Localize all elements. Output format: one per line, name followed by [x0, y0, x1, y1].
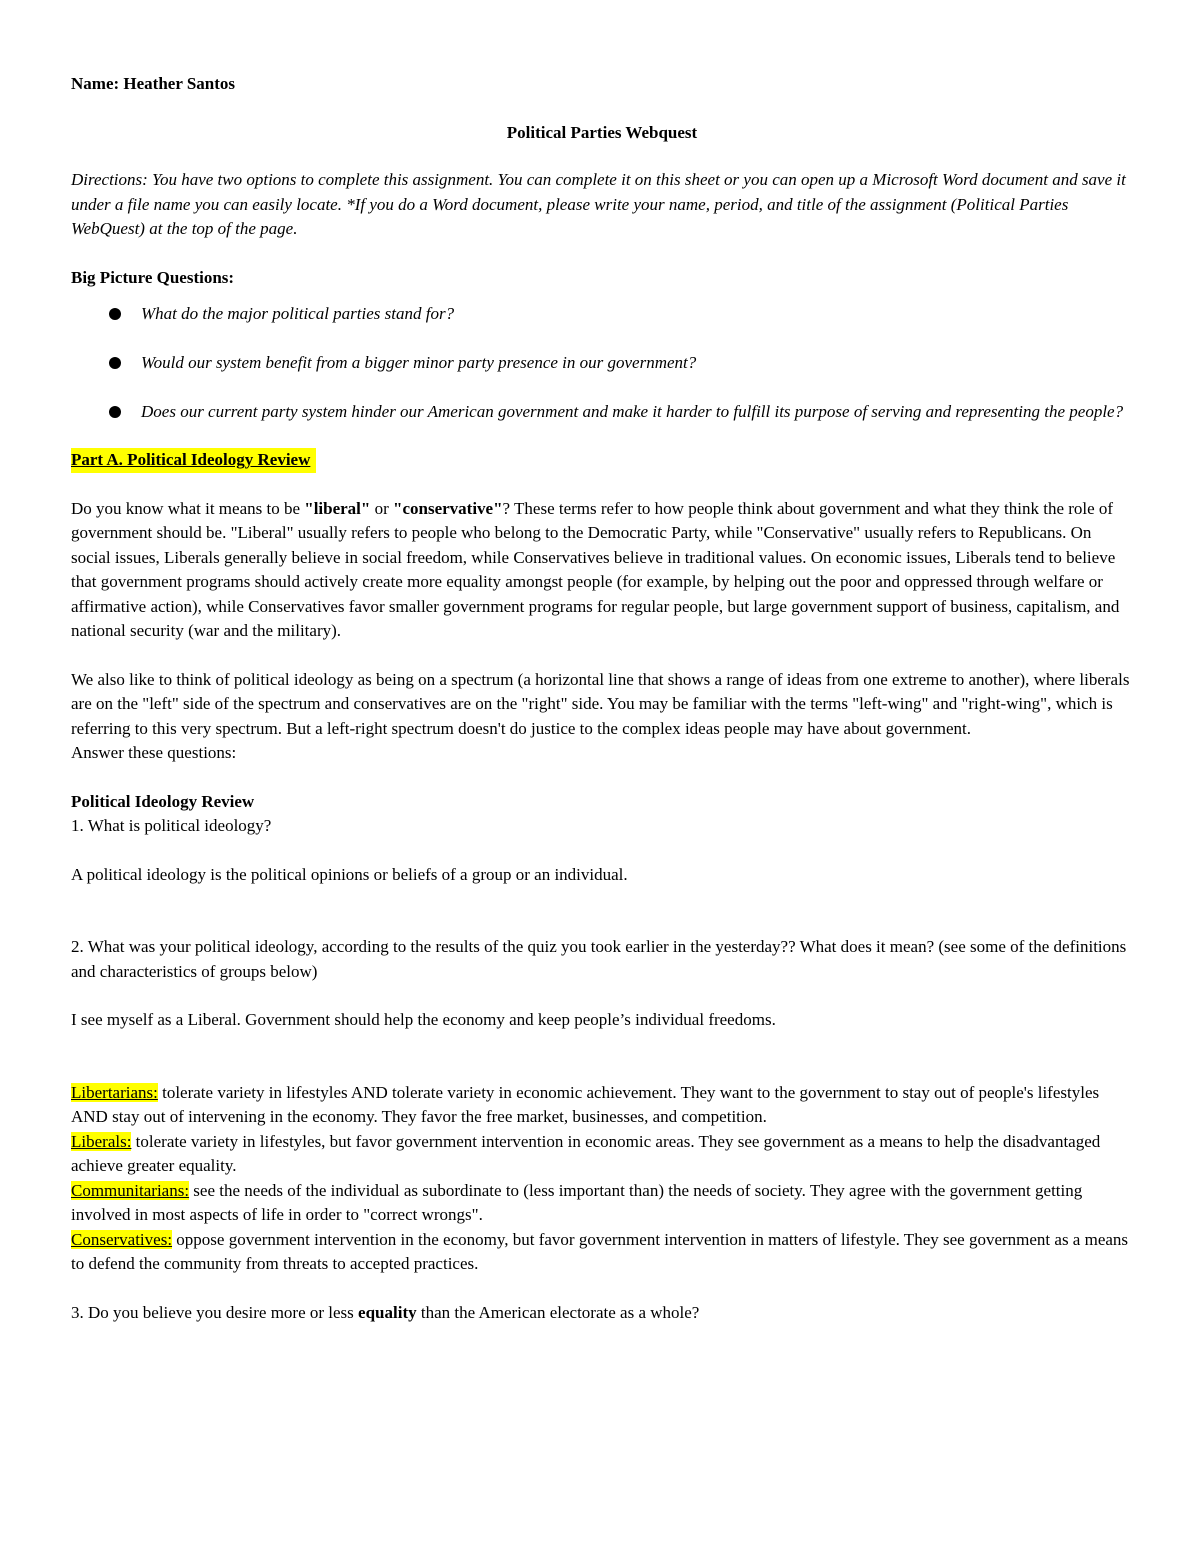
big-picture-question: Does our current party system hinder our American government and make it harder to fulfill its purpose of serving and representing the people? — [71, 397, 1133, 426]
answer-prompt: Answer these questions: — [71, 743, 237, 762]
answer-1: A political ideology is the political opinions or beliefs of a group or an individual. — [71, 864, 628, 884]
definition-conservatives: Conservatives: oppose government intervention in the economy, but favor government intervention in matters of lifestyle. They see government as a means to defend the community from threats to accepted practices. — [71, 1229, 1129, 1273]
definition-term: Conservatives: — [71, 1229, 173, 1249]
question-3: 3. Do you believe you desire more or less equality than the American electorate as a whole? — [71, 1302, 700, 1322]
definition-term: Libertarians: — [71, 1082, 158, 1102]
part-a-paragraph-2: We also like to think of political ideology as being on a spectrum (a horizontal line that shows a range of ideas from one extreme to another), where liberals are on the "left" side of the spectrum and conservatives are on the "right" side. You may be familiar with the terms "left-wing" and "right-wing", which is referring to this very spectrum. But a left-right spectrum doesn't do justice to the complex ideas people may have about government. — [71, 669, 1130, 738]
bullet-icon — [109, 357, 121, 369]
term-equality: equality — [358, 1302, 417, 1322]
student-name: Name: Heather Santos — [71, 74, 235, 93]
question-1: 1. What is political ideology? — [71, 816, 272, 835]
part-a-heading: Part A. Political Ideology Review — [71, 448, 316, 473]
directions: Directions: You have two options to complete this assignment. You can complete it on this sheet or you can open up a Microsoft Word document and save it under a file name you can easily locate. *If you do a Word document, please write your name, period, and title of the assignment (Political Parties WebQuest) at the top of the page. — [71, 170, 1126, 238]
definition-libertarians: Libertarians: tolerate variety in lifestyles AND tolerate variety in economic achievement. They want to the government to stay out of people's lifestyles AND stay out of intervening in the economy. They favor the free market, businesses, and competition. — [71, 1082, 1100, 1126]
answer-2: I see myself as a Liberal. Government should help the economy and keep people’s individual freedoms. — [71, 1010, 776, 1029]
bullet-icon — [109, 308, 121, 320]
definition-communitarians: Communitarians: see the needs of the individual as subordinate to (less important than) the needs of society. They agree with the government getting involved in most aspects of life in order to "correct wrongs". — [71, 1180, 1083, 1224]
definition-term: Communitarians: — [71, 1180, 190, 1200]
term-liberal: "liberal" — [304, 498, 371, 518]
definition-term: Liberals: — [71, 1131, 132, 1151]
bullet-icon — [109, 406, 121, 418]
review-heading: Political Ideology Review — [71, 791, 255, 811]
big-picture-question: What do the major political parties stand for? — [71, 299, 1133, 328]
definition-liberals: Liberals: tolerate variety in lifestyles, but favor government intervention in economic areas. They see government as a means to help the disadvantaged achieve greater equality. — [71, 1131, 1101, 1175]
part-a-paragraph-1: Do you know what it means to be "liberal" or "conservative"? These terms refer to how people think about government and what they think the role of government should be. "Liberal" usually refers to people who belong to the Democratic Party, while "Conservative" usually refers to Republicans. On social issues, Liberals generally believe in social freedom, while Conservatives believe in traditional values. On economic issues, Liberals tend to believe that government programs should actively create more equality amongst people (for example, by helping out the poor and oppressed through welfare or affirmative action), while Conservatives favor smaller government programs for regular people, but large government support of business, capitalism, and national security (war and the military). — [71, 498, 1120, 640]
big-picture-question: Would our system benefit from a bigger minor party presence in our government? — [71, 348, 1133, 377]
document-title: Political Parties Webquest — [506, 122, 698, 142]
question-2: 2. What was your political ideology, according to the results of the quiz you took earlier in the yesterday?? What does it mean? (see some of the definitions and characteristics of groups below) — [71, 937, 1127, 981]
big-picture-heading: Big Picture Questions: — [71, 267, 235, 287]
big-picture-list — [71, 299, 1133, 426]
term-conservative: "conservative" — [393, 498, 503, 518]
definitions-list — [71, 1081, 1133, 1277]
document-body — [71, 72, 1133, 1325]
